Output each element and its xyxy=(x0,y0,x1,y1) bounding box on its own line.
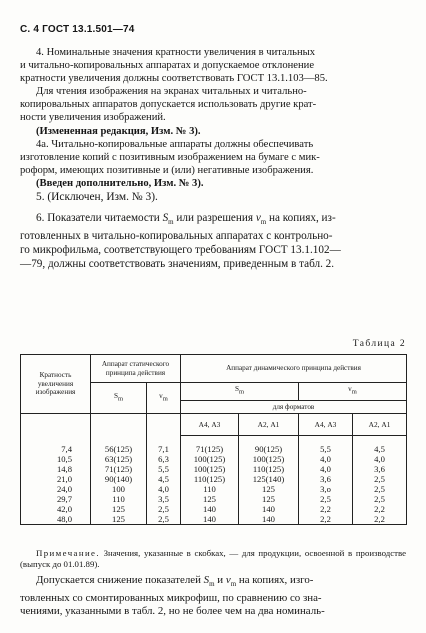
format-a4a3-header: А4, А3 xyxy=(181,414,239,436)
table-cell: 100(125) xyxy=(239,454,299,464)
table-cell: 100(125) xyxy=(181,454,239,464)
dynamic-v-header: $v_m$ xyxy=(299,383,407,401)
col-ratio-header: Кратность увеличения изображения xyxy=(21,355,91,414)
table-cell: 24,0 xyxy=(21,484,91,494)
note-label: Примечание. xyxy=(36,548,100,558)
table-cell: 10,5 xyxy=(21,454,91,464)
table-row xyxy=(21,484,407,494)
table-caption: Таблица 2 xyxy=(352,339,406,349)
table-cell: 110(125) xyxy=(239,464,299,474)
table-cell: 3,6 xyxy=(353,464,407,474)
note-text: Значения, указанные в скобках, — для продукции, освоенной в производстве (выпуск до 01.01.89). xyxy=(20,548,406,570)
table-2 xyxy=(20,354,407,525)
table-row xyxy=(21,464,407,474)
table-cell: 29,7 xyxy=(21,494,91,504)
text-line: копировальных аппаратов допускается использовать другие крат- xyxy=(20,99,317,111)
table-cell: 2,2 xyxy=(353,514,407,525)
table-cell: 5,5 xyxy=(147,464,181,474)
table-cell: 100 xyxy=(91,484,147,494)
text-line: роформ, имеющих позитивные и (или) негативные изображения. xyxy=(20,165,314,177)
page-header: С. 4 ГОСТ 13.1.501—74 xyxy=(20,24,135,35)
text-line: изготовление копий с позитивным изображением на бумаге с мик- xyxy=(20,152,320,164)
amendment-note: (Введен дополнительно, Изм. № 3). xyxy=(36,178,204,190)
table-note xyxy=(20,548,406,570)
table-cell: 4,0 xyxy=(353,454,407,464)
text-line: чениями, указанными в табл. 2, но не более чем на два номиналь- xyxy=(20,604,325,617)
table-cell: 4,5 xyxy=(353,444,407,454)
table-cell: 2,2 xyxy=(299,514,353,525)
table-cell: 2,5 xyxy=(353,474,407,484)
table-cell: 4,5 xyxy=(147,474,181,484)
table-row xyxy=(21,494,407,504)
text-line: го микрофильма, соответствующего требованиям ГОСТ 13.1.102— xyxy=(20,244,341,257)
table-cell: 2,5 xyxy=(353,484,407,494)
text-line: Допускается снижение показателей $S_m$ и $v_m$ на копиях, изго- xyxy=(36,574,314,589)
paragraph-5 xyxy=(20,191,406,204)
table-row xyxy=(21,474,407,484)
table-cell: 2,5 xyxy=(353,494,407,504)
paragraph-6 xyxy=(20,211,406,271)
table-cell: 2,5 xyxy=(299,494,353,504)
table-cell: 71(125) xyxy=(181,444,239,454)
table-cell: 2,2 xyxy=(299,504,353,514)
table-cell: 21,0 xyxy=(21,474,91,484)
table-cell: 140 xyxy=(239,504,299,514)
table-cell: 3,6 xyxy=(299,474,353,484)
text-line: 6. Показатели читаемости $S_m$ или разрешения $v_m$ на копиях, из- xyxy=(36,212,336,227)
table-cell: 110 xyxy=(91,494,147,504)
table-cell: 7,4 xyxy=(21,444,91,454)
for-formats-header: для форматов xyxy=(181,401,407,414)
format-a2a1-header: А2, А1 xyxy=(353,414,407,436)
text-line: 4. Номинальные значения кратности увеличения в читальных xyxy=(36,47,316,58)
text-line: кратности увеличения должны соответствовать ГОСТ 13.1.103—85. xyxy=(20,73,328,85)
table-cell: 140 xyxy=(239,514,299,525)
paragraph-4a xyxy=(20,138,406,190)
format-a4a3-header: А4, А3 xyxy=(299,414,353,436)
table-cell: 125 xyxy=(91,514,147,525)
table-cell: 42,0 xyxy=(21,504,91,514)
text-line: 4а. Читально-копировальные аппараты должны обеспечивать xyxy=(36,139,314,150)
text-line: 5. (Исключен, Изм. № 3). xyxy=(36,191,158,203)
group-dynamic-header: Аппарат динамического принципа действия xyxy=(181,355,407,383)
static-v-header: $v_m$ xyxy=(147,383,181,414)
table-cell: 56(125) xyxy=(91,444,147,454)
table-cell: 140 xyxy=(181,514,239,525)
table-cell: 2,5 xyxy=(147,514,181,525)
text-line: и читально-копировальных аппаратах и допускаемое отклонение xyxy=(20,60,315,72)
static-s-header: $S_m$ xyxy=(91,383,147,414)
table-cell: 63(125) xyxy=(91,454,147,464)
table-cell: 90(125) xyxy=(239,444,299,454)
table-cell: 6,3 xyxy=(147,454,181,464)
table-row xyxy=(21,444,407,454)
text-line: ности увеличения изображений. xyxy=(20,112,166,124)
table-cell: 125 xyxy=(239,484,299,494)
table-cell: 125 xyxy=(181,494,239,504)
group-static-header: Аппарат статического принципа действия xyxy=(91,355,181,383)
table-cell: 110 xyxy=(181,484,239,494)
table-row xyxy=(21,454,407,464)
table-cell: 110(125) xyxy=(181,474,239,484)
dynamic-s-header: $S_m$ xyxy=(181,383,299,401)
text-line: готовленных в читально-копировальных аппаратах с контрольно- xyxy=(20,230,333,243)
table-cell: 48,0 xyxy=(21,514,91,525)
table-cell: 2,2 xyxy=(353,504,407,514)
table-cell: 100(125) xyxy=(181,464,239,474)
table-cell: 125 xyxy=(239,494,299,504)
format-a2a1-header: А2, А1 xyxy=(239,414,299,436)
table-cell: 7,1 xyxy=(147,444,181,454)
table-cell: 3,o xyxy=(299,484,353,494)
paragraph-7 xyxy=(20,574,406,618)
text-line: —79, должны соответствовать значениям, приведенным в табл. 2. xyxy=(20,258,335,271)
table-cell: 3,5 xyxy=(147,494,181,504)
table-cell: 125 xyxy=(91,504,147,514)
table-row xyxy=(21,504,407,514)
text-line: Для чтения изображения на экранах читальных и читально- xyxy=(36,86,307,98)
table-cell: 125(140) xyxy=(239,474,299,484)
table-cell: 90(140) xyxy=(91,474,147,484)
table-cell: 14,8 xyxy=(21,464,91,474)
table-cell: 2,5 xyxy=(147,504,181,514)
amendment-note: (Измененная редакция, Изм. № 3). xyxy=(36,125,201,137)
table-cell: 4,0 xyxy=(299,464,353,474)
table-row xyxy=(21,514,407,525)
table-cell: 4,0 xyxy=(147,484,181,494)
table-cell: 4,0 xyxy=(299,454,353,464)
table-cell: 5,5 xyxy=(299,444,353,454)
text-line: товленных со смонтированных микрофиш, по сравнению со зна- xyxy=(20,591,322,604)
table-cell: 140 xyxy=(181,504,239,514)
table-cell: 71(125) xyxy=(91,464,147,474)
paragraph-4 xyxy=(20,46,406,138)
